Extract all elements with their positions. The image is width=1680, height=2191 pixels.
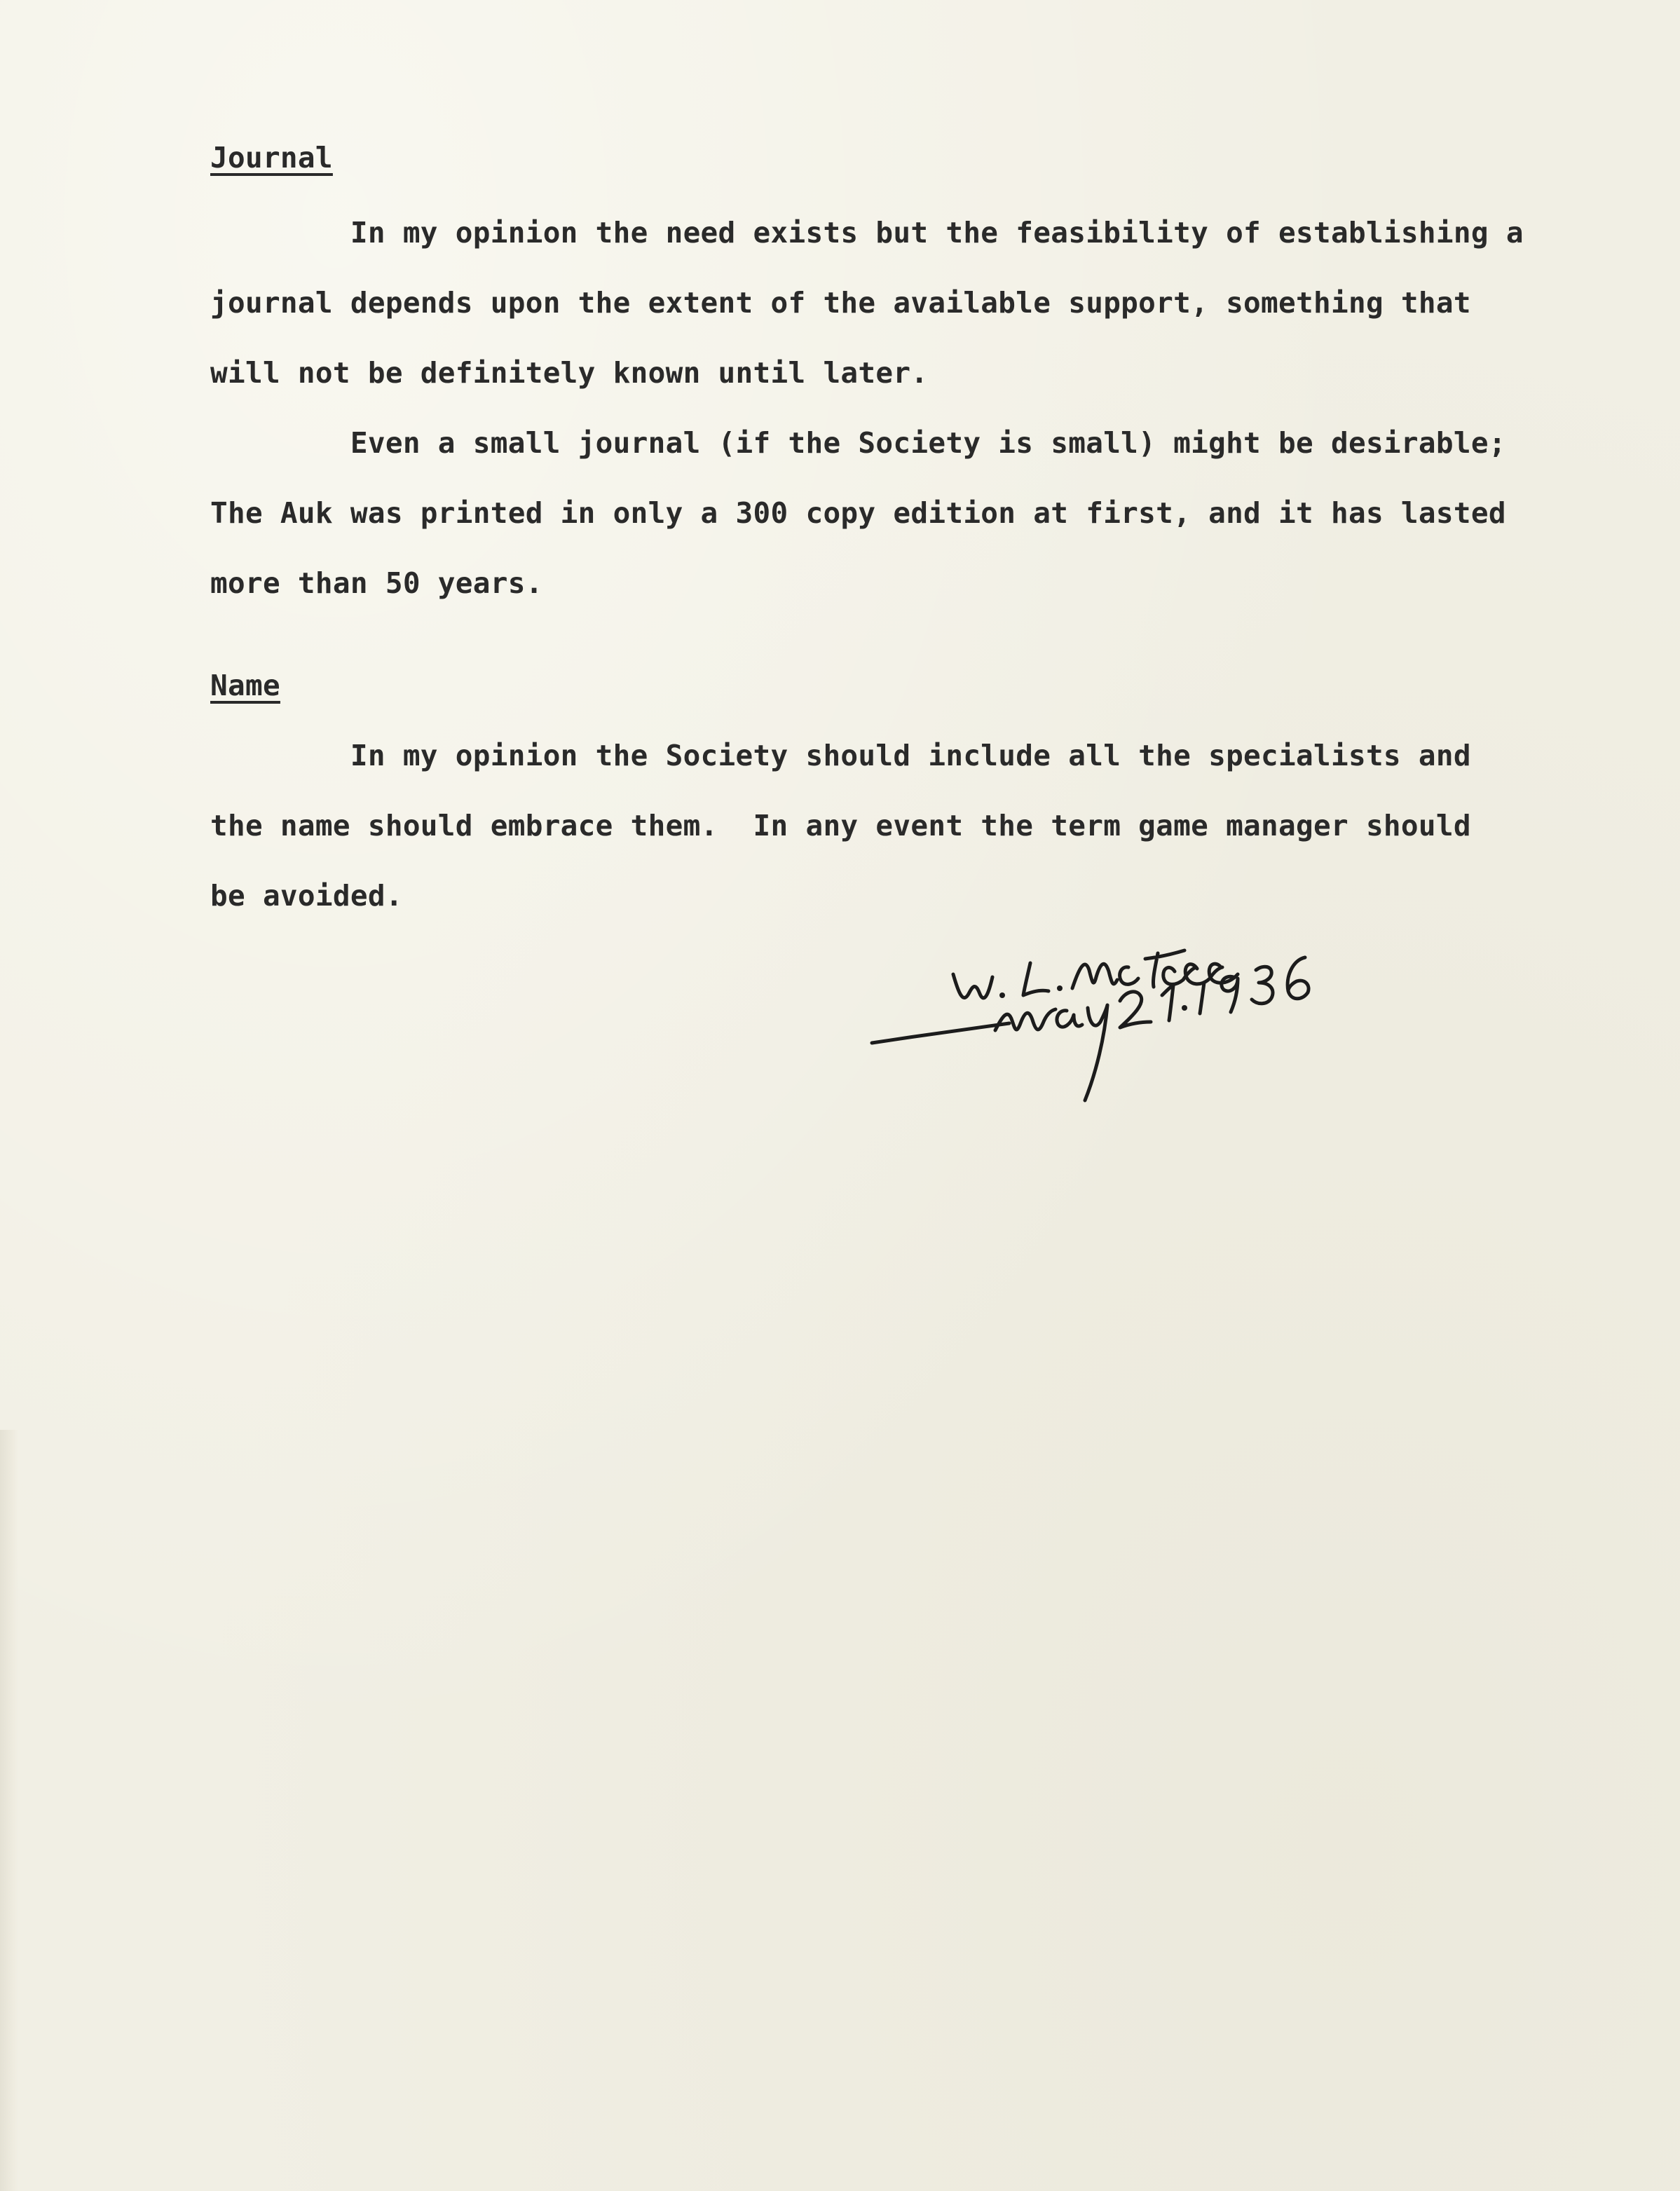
signature-stroke-w xyxy=(953,974,992,998)
journal-para2-line2: The Auk was printed in only a 300 copy edition at first, and it has lasted xyxy=(210,496,1506,530)
journal-para1-line3: will not be definitely known until later. xyxy=(210,356,929,390)
heading-journal: Journal xyxy=(210,141,333,175)
signature-dot-2 xyxy=(1057,985,1063,991)
signature-stroke-1936 xyxy=(1200,957,1309,1013)
journal-para2-line1: Even a small journal (if the Society is small) might be desirable; xyxy=(210,426,1506,460)
name-para1-line2: the name should embrace them. In any event the term game manager should xyxy=(210,809,1471,842)
signature-stroke-l xyxy=(1023,963,1049,995)
paper-edge-shadow xyxy=(0,1430,18,2191)
signature-stroke-mcatee xyxy=(1072,950,1238,988)
handwritten-signature xyxy=(862,918,1437,1114)
signature-stroke-may xyxy=(995,1005,1107,1100)
journal-para1-line2: journal depends upon the extent of the available support, something that xyxy=(210,286,1471,320)
name-para1-line3: be avoided. xyxy=(210,879,403,913)
name-para1-line1: In my opinion the Society should include all the specialists and xyxy=(210,739,1471,772)
signature-stroke-dash xyxy=(872,1023,1009,1043)
signature-drawing xyxy=(862,918,1437,1114)
signature-dot-3 xyxy=(1182,1005,1187,1011)
signature-dot-1 xyxy=(999,992,1005,998)
journal-para2-line3: more than 50 years. xyxy=(210,566,543,600)
signature-stroke-21 xyxy=(1120,985,1173,1028)
journal-para1-line1: In my opinion the need exists but the feasibility of establishing a xyxy=(210,216,1524,250)
heading-name: Name xyxy=(210,669,280,702)
